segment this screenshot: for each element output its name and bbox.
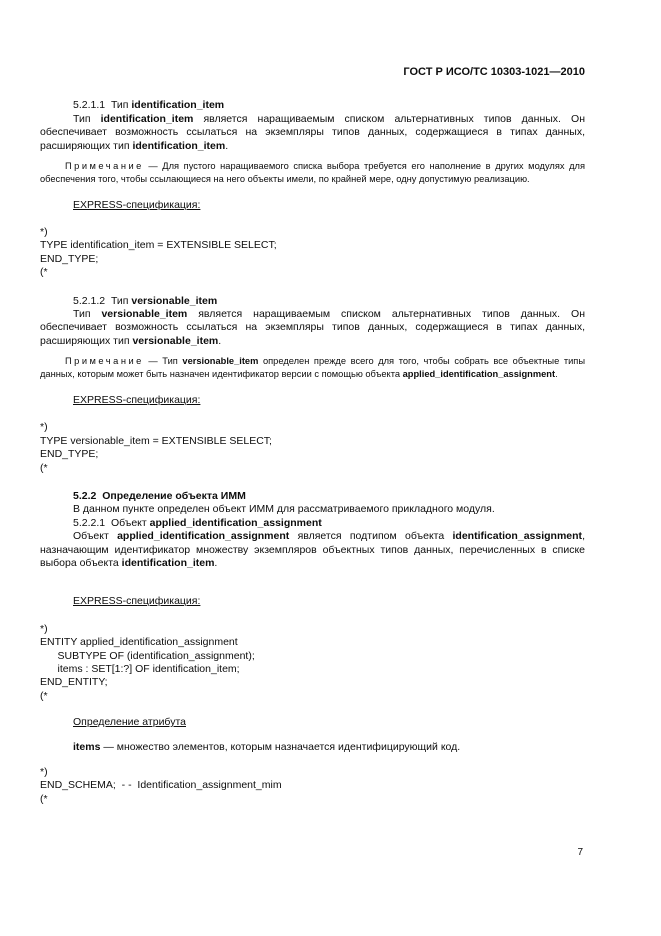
section-522-heading — [40, 490, 585, 503]
text-segment: 5.2.2 Определение объекта ИММ — [73, 489, 246, 502]
text-segment: . — [218, 334, 222, 347]
text-segment: 5.2.1.2 Тип — [73, 294, 132, 307]
code-line: SUBTYPE OF (identification_assignment); — [40, 649, 255, 662]
express-spec-label-1: EXPRESS-спецификация: — [73, 198, 201, 211]
express-code-5211 — [40, 226, 585, 280]
code-line: END_SCHEMA; - - Identification_assignment_mim — [40, 779, 282, 792]
text-segment: identification_item — [100, 112, 194, 125]
attribute-definition-text — [40, 741, 585, 754]
page-number: 7 — [577, 847, 583, 858]
code-line: *) — [40, 622, 48, 635]
code-line: TYPE versionable_item = EXTENSIBLE SELECT; — [40, 434, 272, 447]
code-line: END_TYPE; — [40, 448, 99, 461]
code-line: *) — [40, 226, 48, 239]
text-segment: Примечание — [65, 356, 144, 367]
section-522-intro — [40, 503, 585, 516]
text-segment: applied_identification_assignment — [149, 516, 322, 529]
text-segment: versionable_item — [101, 308, 188, 321]
section-5221-heading — [40, 517, 585, 530]
text-segment: versionable_item — [132, 334, 219, 347]
text-segment: identification_item — [132, 139, 226, 152]
section-5212-paragraph — [40, 308, 585, 348]
section-5212-note — [40, 355, 585, 381]
text-segment: — Для пустого наращиваемого списка выбора требуется его наполнение в других модулях для обеспечения того, чтобы ссылающиеся на него объекты имели, по крайней мере, одну допустимую реализацию. — [40, 161, 585, 184]
text-segment: applied_identification_assignment — [117, 530, 290, 543]
text-segment: Тип — [73, 112, 101, 125]
text-segment: В данном пункте определен объект ИММ для рассматриваемого прикладного модуля. — [73, 503, 495, 516]
end-schema-code — [40, 766, 585, 806]
text-segment: Объект — [73, 530, 118, 543]
text-segment: . — [225, 139, 229, 152]
text-segment: — Тип — [143, 356, 183, 367]
text-segment: items — [73, 740, 101, 753]
text-segment: является подтипом объекта — [289, 530, 453, 543]
express-spec-label-2: EXPRESS-спецификация: — [73, 393, 201, 406]
attribute-definition-heading: Определение атрибута — [73, 716, 186, 729]
text-segment: identification_assignment — [452, 530, 583, 543]
express-code-5212 — [40, 421, 585, 475]
text-segment: является наращиваемым списком альтернативных типов данных. Он обеспечивает возможность ссылаться на экземпляры типов данных, содержащиеся в типах данных, расширяющих тип — [40, 308, 585, 347]
code-line: *) — [40, 421, 48, 434]
code-line: (* — [40, 792, 48, 805]
text-segment: applied_identification_assignment — [402, 369, 556, 380]
text-segment: , назначающим идентификатор множеству экземпляров объектных типов данных, перечисленных в списке выбора объекта — [40, 530, 585, 569]
code-line: (* — [40, 461, 48, 474]
text-segment: identification_item — [131, 99, 225, 112]
text-segment: определен прежде всего для того, чтобы собрать все объектные типы данных, которым может быть назначен идентификатор версии с помощью объекта — [40, 356, 586, 380]
code-line: ENTITY applied_identification_assignment — [40, 636, 238, 649]
code-line: END_ENTITY; — [40, 676, 108, 689]
text-segment: . — [555, 369, 558, 380]
code-line: END_TYPE; — [40, 252, 99, 265]
section-5211-heading — [40, 99, 585, 112]
code-line: items : SET[1:?] OF identification_item; — [40, 662, 240, 675]
text-segment: 5.2.1.1 Тип — [73, 99, 132, 112]
text-segment: versionable_item — [131, 294, 218, 307]
section-5211-note — [40, 160, 585, 186]
text-segment: является наращиваемым списком альтернативных типов данных. Он обеспечивает возможность ссылаться на экземпляры типов данных, содержащиеся в типах данных, расширяющих тип — [40, 112, 586, 152]
code-line: TYPE identification_item = EXTENSIBLE SELECT; — [40, 239, 277, 252]
text-segment: Примечание — [65, 161, 144, 172]
text-segment: — множество элементов, которым назначается идентифицирующий код. — [100, 740, 461, 753]
section-5212-heading — [40, 295, 585, 308]
code-line: (* — [40, 689, 48, 702]
express-spec-label-3: EXPRESS-спецификация: — [73, 595, 201, 608]
text-segment: versionable_item — [182, 356, 259, 367]
section-5221-paragraph — [40, 530, 585, 570]
code-line: *) — [40, 766, 48, 778]
text-segment: Тип — [73, 308, 102, 321]
express-code-5221 — [40, 623, 585, 703]
text-segment: . — [214, 556, 218, 569]
code-line: (* — [40, 266, 48, 279]
section-5211-paragraph — [40, 113, 585, 153]
document-header: ГОСТ Р ИСО/ТС 10303-1021—2010 — [403, 66, 585, 78]
text-segment: identification_item — [121, 556, 215, 569]
text-segment: 5.2.2.1 Объект — [73, 516, 150, 529]
